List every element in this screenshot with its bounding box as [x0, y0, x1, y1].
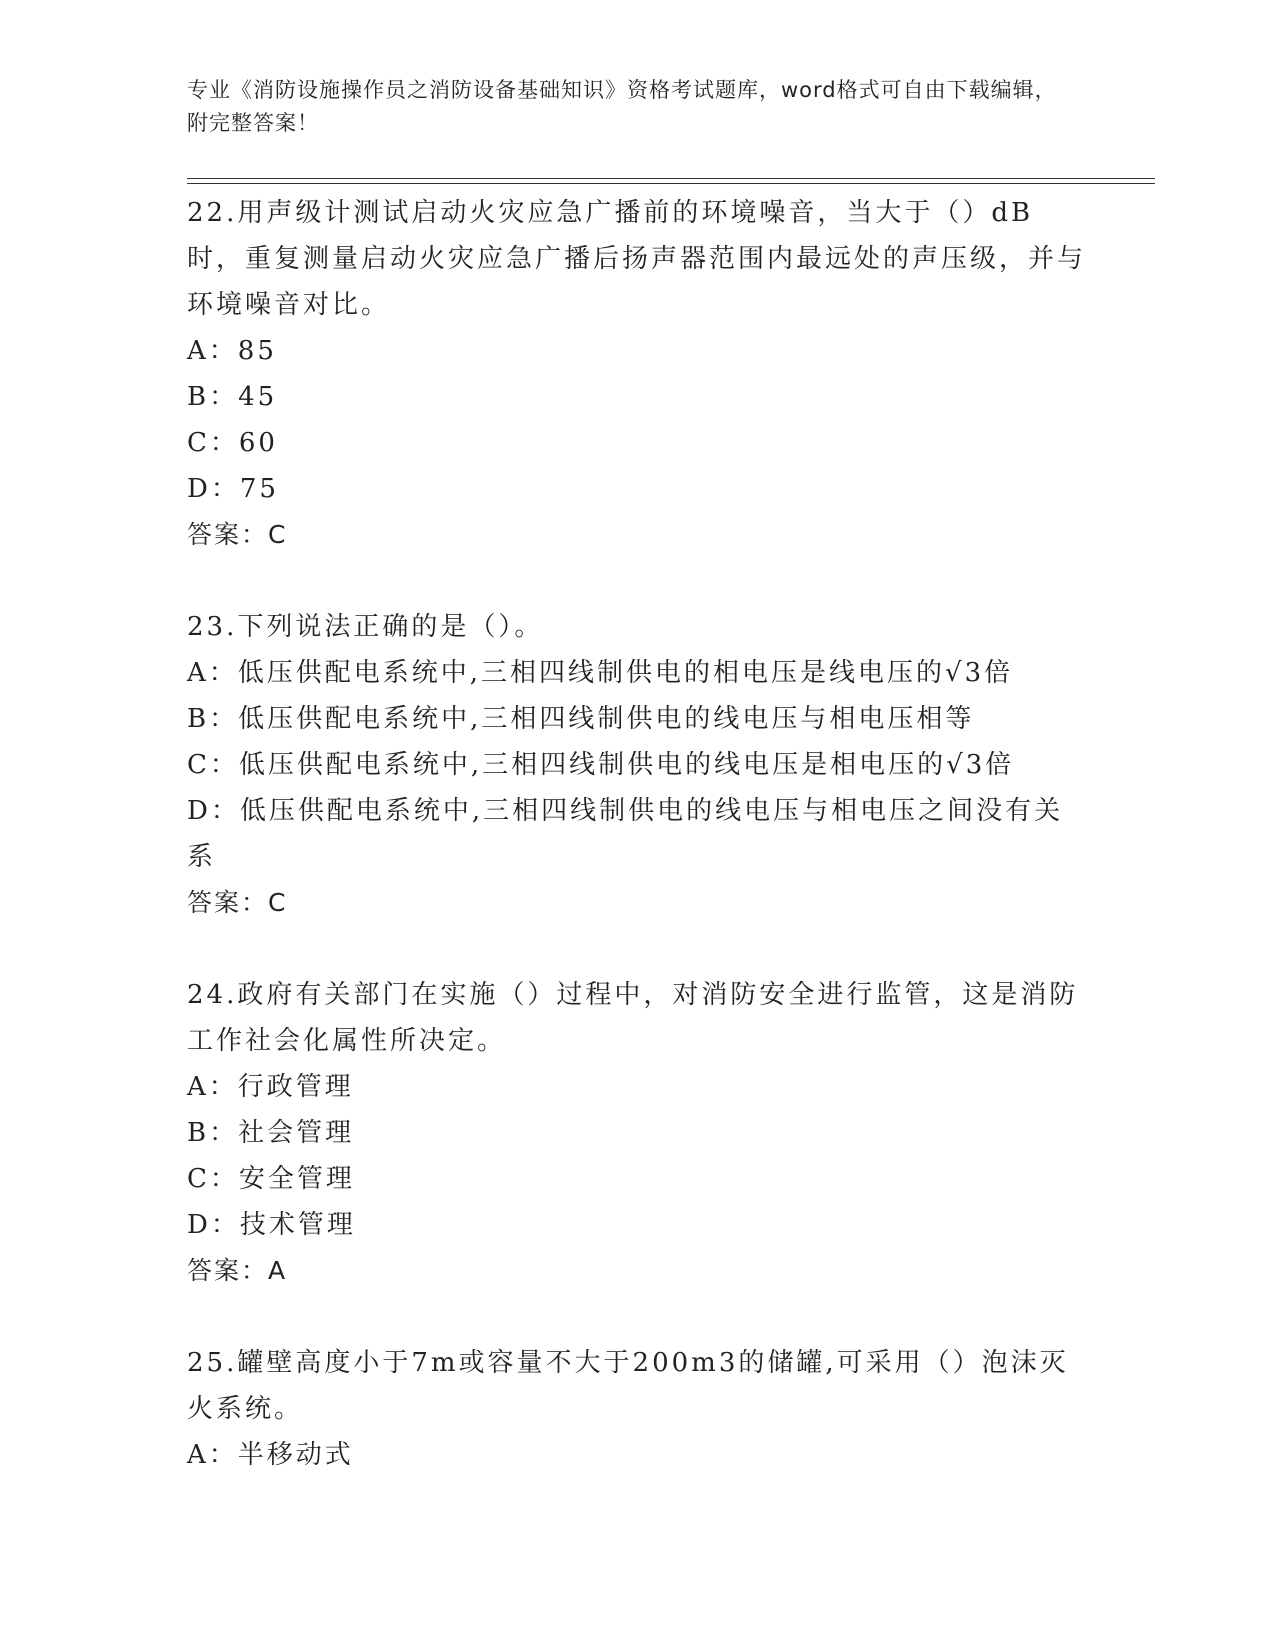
question-22: [187, 190, 1087, 558]
question-gap: [187, 1294, 1087, 1340]
option-d: D：75: [187, 474, 279, 504]
option-a: A：半移动式: [187, 1440, 354, 1470]
answer: 答案：C: [187, 520, 288, 549]
option-b: B：社会管理: [187, 1118, 355, 1148]
header-rule-bottom: [187, 183, 1155, 184]
header-rule-top: [187, 178, 1155, 179]
question-gap: [187, 926, 1087, 972]
question-23: [187, 604, 1087, 926]
question-text: 22.用声级计测试启动火灾应急广播前的环境噪音，当大于（）dB时，重复测量启动火灾应急广播后扬声器范围内最远处的声压级，并与环境噪音对比。: [187, 198, 1087, 320]
question-text: 23.下列说法正确的是（）。: [187, 612, 544, 642]
document-header: 专业《消防设施操作员之消防设备基础知识》资格考试题库，word格式可自由下载编辑，附完整答案！: [187, 78, 1057, 135]
answer: 答案：A: [187, 1256, 288, 1285]
option-b: B：45: [187, 382, 278, 412]
question-24: [187, 972, 1087, 1294]
option-c: C：安全管理: [187, 1164, 355, 1194]
option-a: A：85: [187, 336, 277, 366]
option-d: D：技术管理: [187, 1210, 356, 1240]
question-text: 25.罐壁高度小于7m或容量不大于200m3的储罐,可采用（）泡沫灭火系统。: [187, 1348, 1069, 1424]
option-c: C：低压供配电系统中,三相四线制供电的线电压是相电压的√3倍: [187, 750, 1015, 780]
question-gap: [187, 558, 1087, 604]
option-a: A：行政管理: [187, 1072, 354, 1102]
question-text: 24.政府有关部门在实施（）过程中，对消防安全进行监管，这是消防工作社会化属性所决定。: [187, 980, 1079, 1056]
option-d: D：低压供配电系统中,三相四线制供电的线电压与相电压之间没有关系: [187, 796, 1064, 872]
option-a: A：低压供配电系统中,三相四线制供电的相电压是线电压的√3倍: [187, 658, 1014, 688]
option-c: C：60: [187, 428, 278, 458]
question-list: [187, 190, 1087, 1478]
answer: 答案：C: [187, 888, 288, 917]
question-25: [187, 1340, 1087, 1478]
option-b: B：低压供配电系统中,三相四线制供电的线电压与相电压相等: [187, 704, 975, 734]
